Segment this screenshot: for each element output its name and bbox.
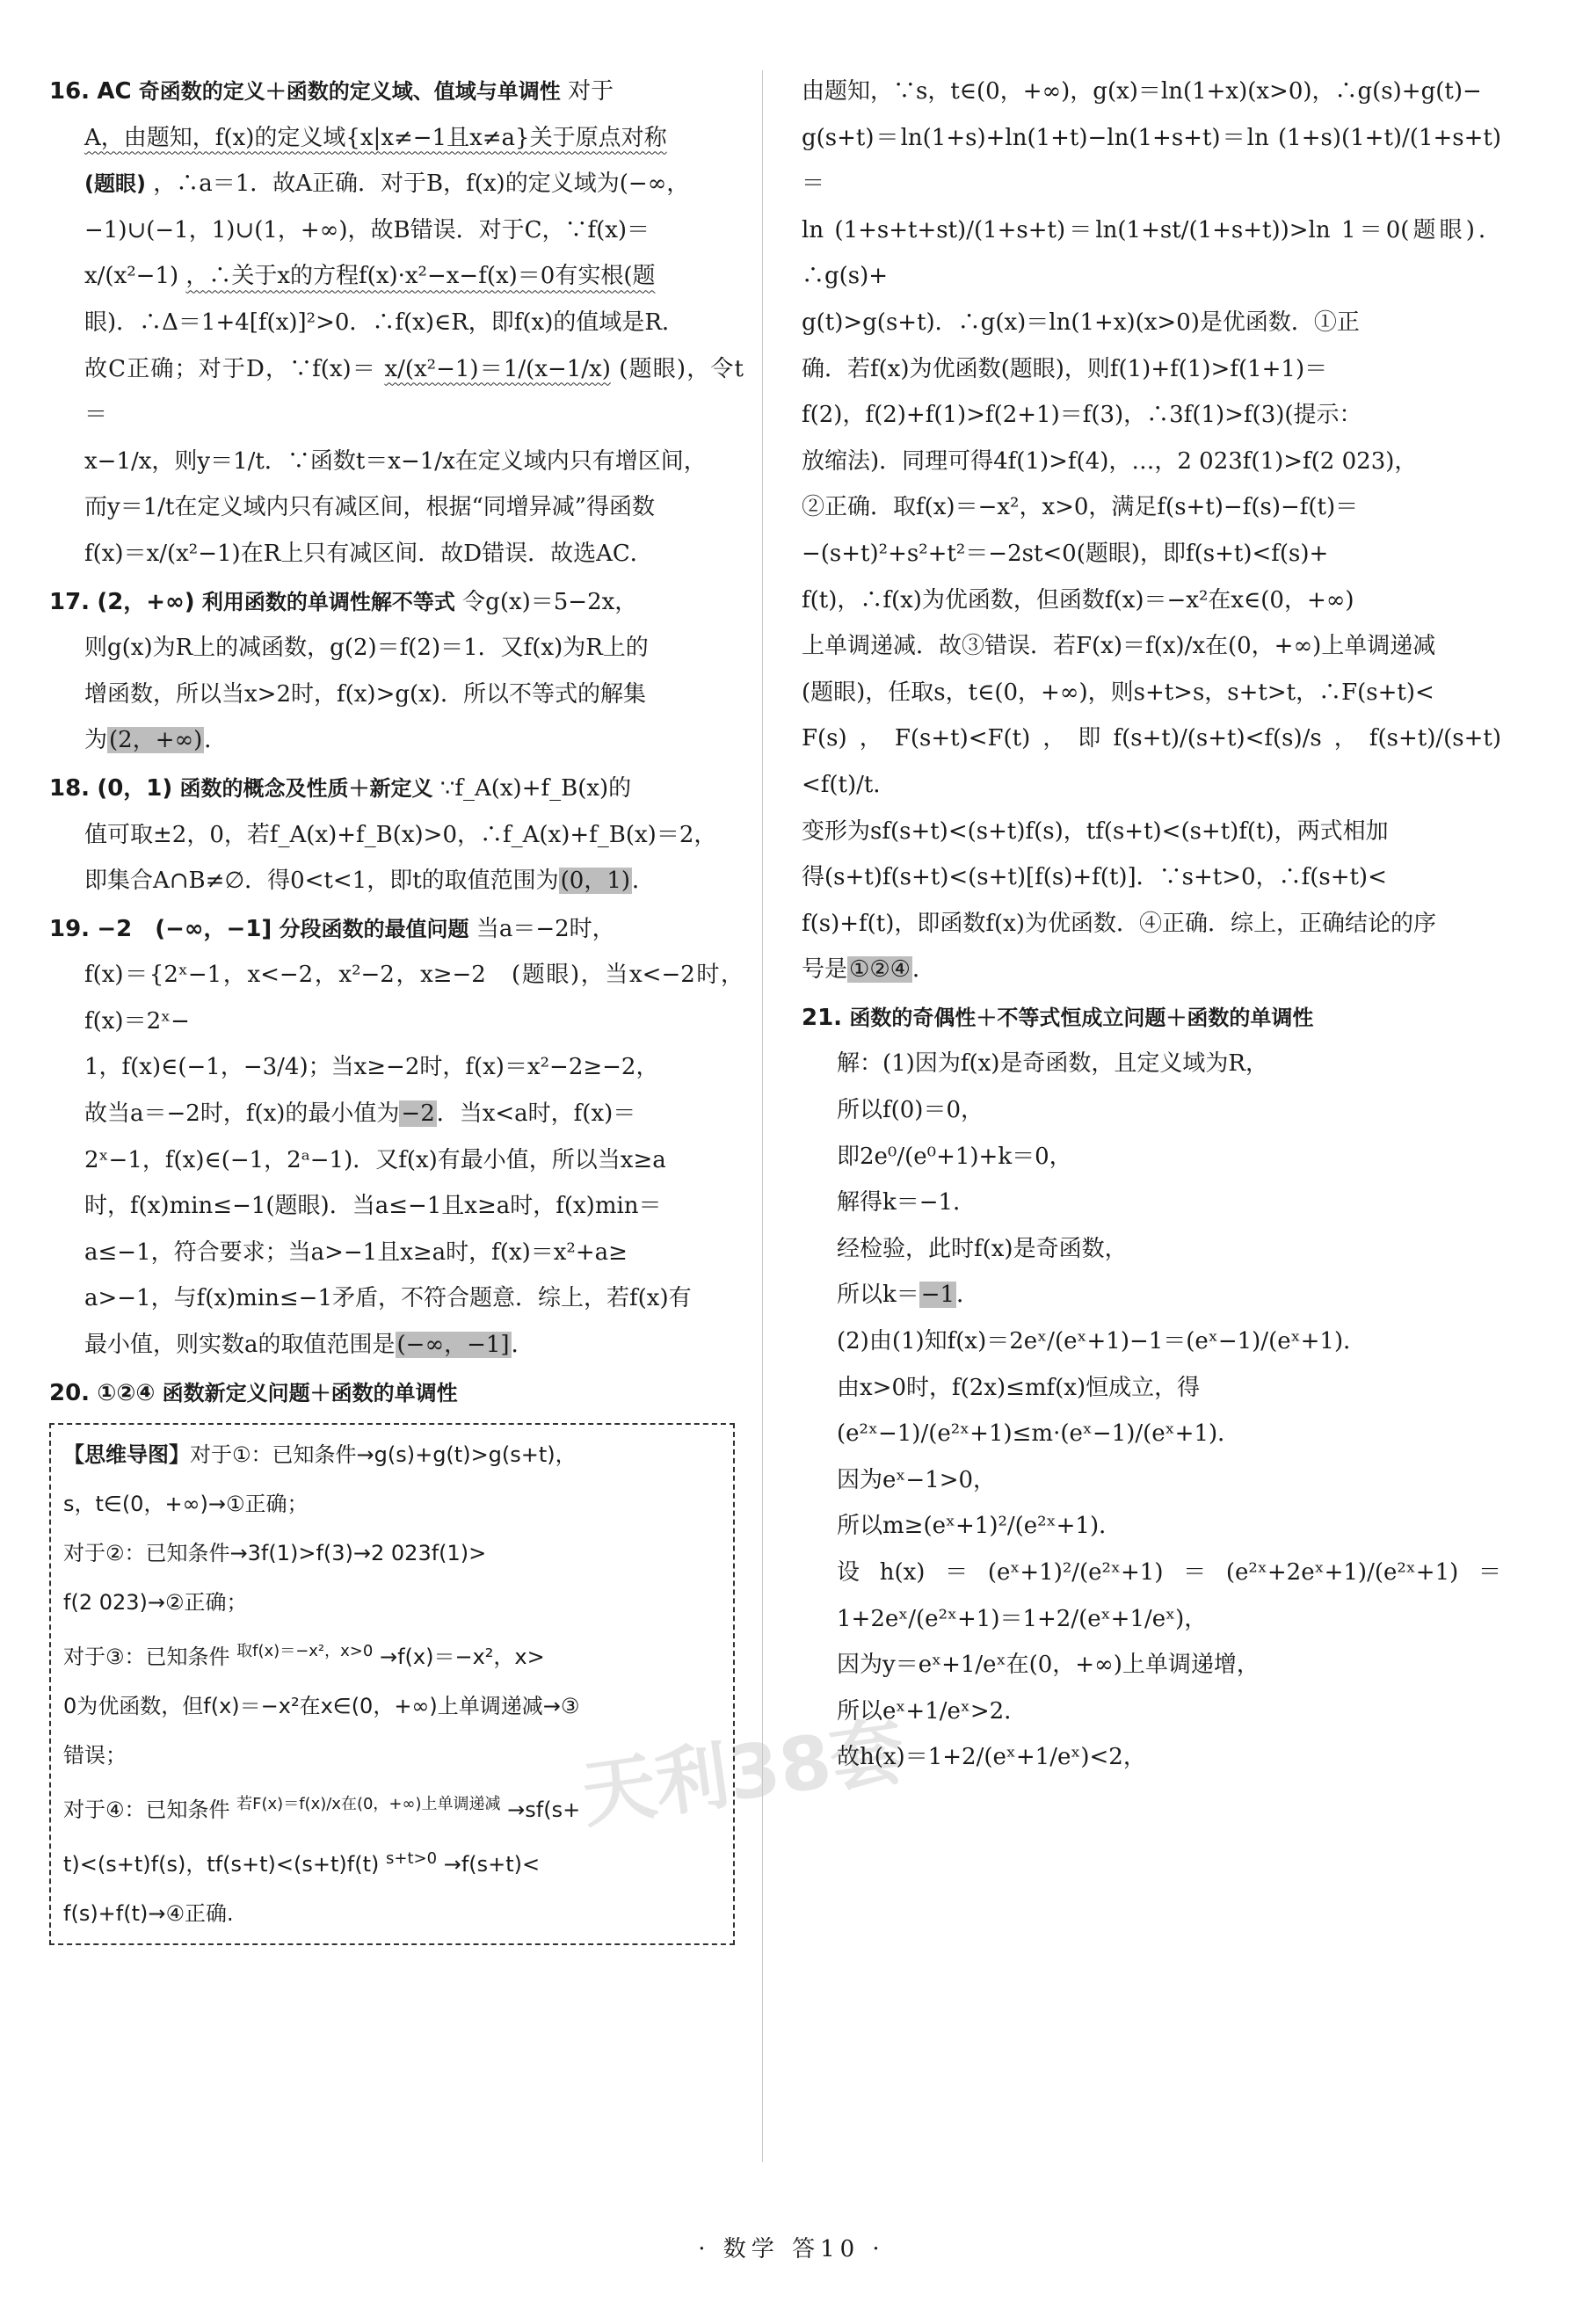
q16-line-4: −1)∪(−1，1)∪(1，+∞)，故B错误．对于C，∵f(x)＝ [84, 216, 650, 243]
watermark: 天利38套 [576, 1707, 910, 1839]
mind-line-2: s，t∈(0，+∞)→①正确； [63, 1492, 309, 1517]
q21-step-12: 设h(x)＝(eˣ+1)²/(e²ˣ+1)＝(e²ˣ+2eˣ+1)/(e²ˣ+1)＝1+2eˣ/(e²ˣ+1)＝1+2/(eˣ+1/eˣ)， [837, 1559, 1501, 1632]
q16-line-10: f(x)＝x/(x²−1)在R上只有减区间．故D错误．故选AC． [84, 540, 653, 567]
q20c-line-12: (题眼)，任取s，t∈(0，+∞)，则s+t>s，s+t>t，∴F(s+t)< [802, 679, 1434, 706]
q21-step-3: 即2e⁰/(e⁰+1)+k＝0， [837, 1143, 1072, 1170]
q21-step-9: (e²ˣ−1)/(e²ˣ+1)≤m·(eˣ−1)/(eˣ+1)． [837, 1420, 1241, 1448]
q20c-line-9: −(s+t)²+s²+t²＝−2st<0(题眼)，即f(s+t)<f(s)+ [802, 540, 1329, 567]
mind-line-6: 0为优函数，但f(x)＝−x²在x∈(0，+∞)上单调递减→③ [63, 1694, 580, 1719]
q18-line-2: 值可取±2，0，若f_A(x)+f_B(x)>0，∴f_A(x)+f_B(x)＝2， [84, 821, 717, 848]
q16-line-7c: (题眼)，令t＝ [84, 355, 744, 429]
q21-step-1: 解：(1)因为f(x)是奇函数，且定义域为R， [837, 1050, 1268, 1078]
q21-step-2: 所以f(0)＝0， [837, 1097, 984, 1124]
q20c-line-6: f(2)，f(2)+f(1)>f(2+1)＝f(3)，∴3f(1)>f(3)(提示： [802, 402, 1362, 429]
mind-arrow-label-5: 取f(x)＝−x²，x>0 [236, 1642, 374, 1661]
q16-line-6: 眼)．∴Δ＝1+4[f(x)]²>0．∴f(x)∈R，即f(x)的值域是R． [84, 309, 685, 336]
q17-line-2: 则g(x)为R上的减函数，g(2)＝f(2)＝1．又f(x)为R上的 [84, 635, 649, 662]
question-16 [49, 69, 744, 577]
question-20 [49, 1370, 744, 1946]
q20c-line-3: ln (1+s+t+st)/(1+s+t)＝ln(1+st/(1+s+t))>ln 1＝0(题眼)．∴g(s)+ [802, 216, 1501, 290]
q18-line-3a: 即集合A∩B≠∅．得0<t<1，即t的取值范围为 [84, 868, 559, 895]
q17-line-4a: 为 [84, 727, 108, 754]
q17-number: 17. [49, 588, 91, 615]
q20-number: 20. [49, 1379, 91, 1406]
question-17 [49, 579, 744, 764]
q17-answer: (2，+∞) [97, 588, 195, 615]
q19-line-6: 时，f(x)min≤−1(题眼)．当a≤−1且x≥a时，f(x)min＝ [84, 1193, 662, 1220]
q20c-line-10: f(t)，∴f(x)为优函数，但函数f(x)＝−x²在x∈(0，+∞) [802, 586, 1354, 614]
mind-line-8b: →sf(s+ [507, 1797, 581, 1823]
question-18 [49, 766, 744, 904]
q16-line-8: x−1/x，则y＝1/t．∵函数t＝x−1/x在定义域内只有增区间， [84, 447, 707, 475]
q16-line-3a: (题眼) [84, 171, 146, 197]
q20c-line-17c: ． [911, 956, 935, 984]
q19-line-3: 1，f(x)∈(−1，−3/4)；当x≥−2时，f(x)＝x²−2≥−2， [84, 1054, 659, 1081]
q18-highlight-answer: (0，1) [560, 868, 631, 895]
q21-number: 21. [802, 1004, 843, 1031]
q16-line-2: A，由题知，f(x)的定义域{x|x≠−1且x≠a}关于原点对称 [84, 124, 667, 151]
q19-line-9c: ． [511, 1332, 534, 1359]
q21-step-6c: ． [956, 1282, 980, 1309]
mind-map-title: 【思维导图】 [63, 1442, 190, 1468]
q19-line-5: 2ˣ−1，f(x)∈(−1，2ᵃ−1)．又f(x)有最小值，所以当x≥a [84, 1146, 666, 1173]
q19-number: 19. [49, 915, 91, 942]
q20c-line-11: 上单调递减．故③错误．若F(x)＝f(x)/x在(0，+∞)上单调递减 [802, 633, 1436, 660]
mind-line-4: f(2 023)→②正确； [63, 1590, 248, 1616]
q16-answer: AC [97, 78, 132, 105]
mind-line-5a: 对于③：已知条件 [63, 1645, 230, 1670]
q20c-line-14: 变形为sf(s+t)<(s+t)f(s)，tf(s+t)<(s+t)f(t)，两式相加 [802, 817, 1389, 845]
mind-line-9a: t)<(s+t)f(s)，tf(s+t)<(s+t)f(t) [63, 1852, 380, 1877]
q21-step-6a: 所以k＝ [837, 1282, 919, 1309]
q20-topic: 函数新定义问题＋函数的单调性 [162, 1380, 458, 1405]
q20-answer: ①②④ [97, 1379, 156, 1406]
mind-line-10: f(s)+f(t)→④正确. [63, 1901, 234, 1927]
q16-line-7a: 故C正确；对于D，∵f(x)＝ [84, 355, 377, 382]
q20c-line-4: g(t)>g(s+t)．∴g(x)＝ln(1+x)(x>0)是优函数．①正 [802, 309, 1360, 336]
left-column [49, 69, 744, 1952]
q21-step-8: 由x>0时，f(2x)≤mf(x)恒成立，得 [837, 1374, 1201, 1401]
q19-highlight-range: (−∞，−1] [396, 1332, 510, 1359]
q17-highlight-answer: (2，+∞) [109, 727, 203, 754]
q16-line-9: 而y＝1/t在定义域内只有减区间，根据“同增异减”得函数 [84, 494, 656, 521]
q20c-line-7: 放缩法)．同理可得4f(1)>f(4)，…，2 023f(1)>f(2 023)， [802, 447, 1418, 475]
q16-line-5b: ，∴关于x的方程f(x)·x²−x−f(x)＝0有实根(题 [185, 263, 656, 290]
q21-step-10: 因为eˣ−1>0， [837, 1466, 997, 1493]
q21-step-4: 解得k＝−1． [837, 1189, 977, 1216]
q20c-highlight-answer: ①②④ [849, 956, 911, 984]
q19-line-8: a>−1，与f(x)min≤−1矛盾，不符合题意．综上，若f(x)有 [84, 1285, 692, 1312]
q18-line-3c: ． [632, 868, 656, 895]
q18-answer: (0，1) [97, 774, 173, 802]
mind-line-8a: 对于④：已知条件 [63, 1797, 230, 1823]
q20c-line-13: F(s)，F(s+t)<F(t)，即f(s+t)/(s+t)<f(s)/s，f(s+t)/(s+t)<f(t)/t． [802, 725, 1501, 798]
q19-line-9a: 最小值，则实数a的取值范围是 [84, 1332, 396, 1359]
q20c-line-8: ②正确．取f(x)＝−x²，x>0，满足f(s+t)−f(s)−f(t)＝ [802, 494, 1359, 521]
right-column [802, 69, 1501, 1783]
question-20-continued [802, 69, 1501, 993]
question-21 [802, 995, 1501, 1781]
q16-number: 16. [49, 78, 91, 105]
q17-line-3: 增函数，所以当x>2时，f(x)>g(x)．所以不等式的解集 [84, 680, 646, 708]
q20c-line-16: f(s)+f(t)，即函数f(x)为优函数．④正确．综上，正确结论的序 [802, 910, 1436, 937]
q21-step-14: 所以eˣ+1/eˣ>2． [837, 1697, 1027, 1725]
q21-step-15: 故h(x)＝1+2/(eˣ+1/eˣ)<2， [837, 1744, 1146, 1771]
mind-map-box [49, 1423, 735, 1945]
q20c-line-5: 确．若f(x)为优函数(题眼)，则f(1)+f(1)>f(1+1)＝ [802, 355, 1328, 382]
q17-line-4c: ． [204, 727, 228, 754]
q16-line-1: 对于 [568, 78, 614, 105]
q16-line-7b: x/(x²−1)＝1/(x−1/x) [384, 355, 611, 382]
q17-line-1: 令g(x)＝5−2x， [462, 588, 638, 615]
q19-line-1: 当a＝−2时， [476, 915, 615, 942]
q21-step-11: 所以m≥(eˣ+1)²/(e²ˣ+1)． [837, 1513, 1122, 1540]
mind-line-5b: →f(x)＝−x²，x> [379, 1645, 545, 1670]
q19-highlight-min: −2 [401, 1100, 435, 1128]
page-footer: · 数学 答10 · [698, 2236, 885, 2262]
mind-line-7: 错误； [63, 1743, 127, 1768]
q16-topic: 奇函数的定义＋函数的定义域、值域与单调性 [138, 79, 561, 104]
mind-line-1: 对于①：已知条件→g(s)+g(t)>g(s+t)， [190, 1442, 577, 1468]
q19-topic: 分段函数的最值问题 [279, 916, 469, 941]
q19-line-4a: 故当a＝−2时，f(x)的最小值为 [84, 1100, 400, 1128]
q21-step-7: (2)由(1)知f(x)＝2eˣ/(eˣ+1)−1＝(eˣ−1)/(eˣ+1)． [837, 1328, 1367, 1355]
mind-line-9b: →f(s+t)< [443, 1852, 541, 1877]
q21-topic: 函数的奇偶性＋不等式恒成立问题＋函数的单调性 [849, 1005, 1314, 1030]
q16-line-3b: ，∴a＝1．故A正确．对于B，f(x)的定义域为(−∞， [153, 171, 690, 198]
q20c-line-15: 得(s+t)f(s+t)<(s+t)[f(s)+f(t)]．∵s+t>0，∴f(s+t)< [802, 864, 1387, 891]
q20c-line-17a: 号是 [802, 956, 848, 984]
q18-topic: 函数的概念及性质＋新定义 [179, 775, 433, 801]
q16-line-5a: x/(x²−1) [84, 263, 179, 290]
mind-line-3: 对于②：已知条件→3f(1)>f(3)→2 023f(1)> [63, 1541, 487, 1566]
q20c-line-1: 由题知，∵s，t∈(0，+∞)，g(x)＝ln(1+x)(x>0)，∴g(s)+g(t)− [802, 78, 1482, 105]
q17-topic: 利用函数的单调性解不等式 [201, 589, 455, 614]
q19-answer: −2 (−∞，−1] [97, 915, 272, 942]
q21-step-13: 因为y＝eˣ+1/eˣ在(0，+∞)上单调递增， [837, 1652, 1260, 1679]
mind-arrow-label-9: s+t>0 [386, 1849, 438, 1869]
q20c-line-2: g(s+t)＝ln(1+s)+ln(1+t)−ln(1+s+t)＝ln (1+s)(1+t)/(1+s+t)＝ [802, 124, 1501, 198]
q21-step-5: 经检验，此时f(x)是奇函数， [837, 1235, 1128, 1262]
q18-number: 18. [49, 774, 91, 802]
q21-highlight-k: −1 [920, 1282, 955, 1309]
q19-line-4c: ．当x<a时，f(x)＝ [436, 1100, 636, 1128]
column-divider [762, 70, 763, 2162]
q19-line-7: a≤−1，符合要求；当a>−1且x≥a时，f(x)＝x²+a≥ [84, 1238, 628, 1266]
q19-line-2: f(x)＝{2ˣ−1，x<−2，x²−2，x≥−2 (题眼)，当x<−2时，f(x)＝2ˣ− [84, 962, 744, 1035]
q18-line-1: ∵f_A(x)+f_B(x)的 [439, 774, 632, 802]
mind-arrow-label-8: 若F(x)＝f(x)/x在(0，+∞)上单调递减 [236, 1795, 501, 1814]
question-19 [49, 906, 744, 1369]
